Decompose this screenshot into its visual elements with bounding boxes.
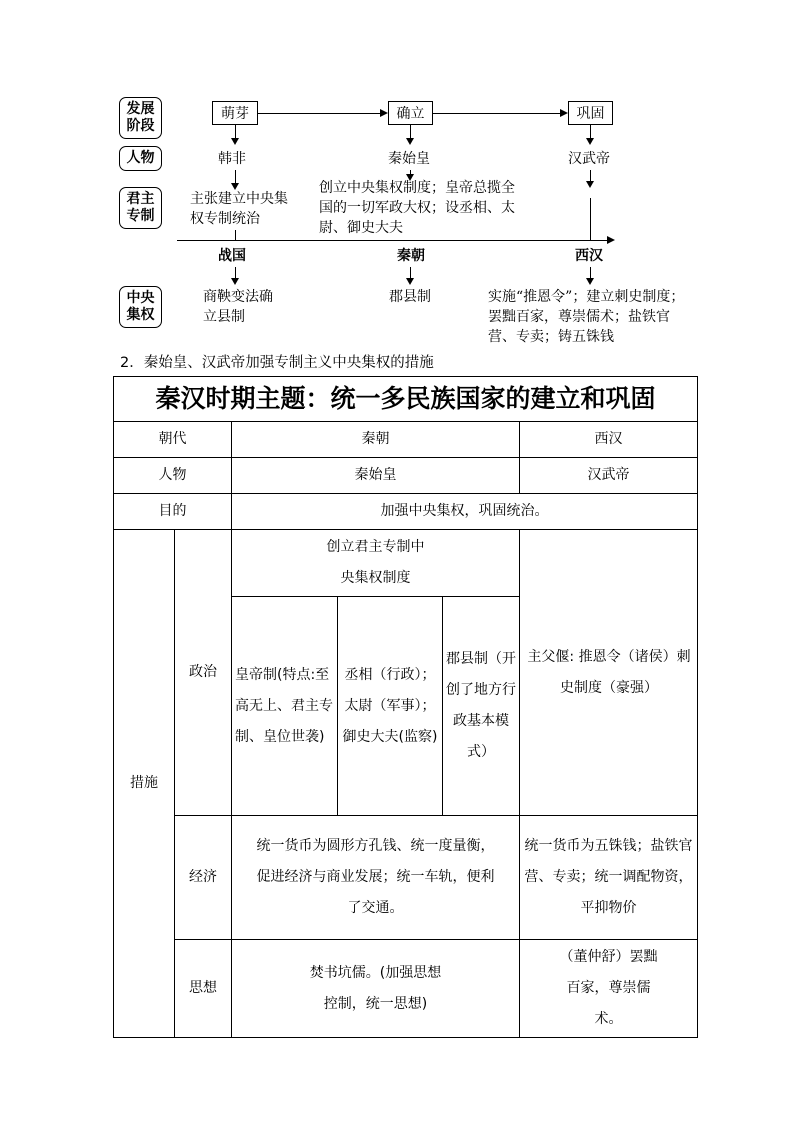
economy-label: 经济 bbox=[175, 816, 232, 940]
arrow-establish-consolidate bbox=[433, 113, 560, 114]
era-qin: 秦朝 bbox=[397, 248, 425, 264]
row-label-person: 人物 bbox=[119, 146, 162, 171]
arrowhead-icon bbox=[406, 278, 414, 285]
politics-qin-emperor: 皇帝制(特点:至高无上、君主专制、皇位世袭) bbox=[232, 597, 338, 816]
arrowhead-icon bbox=[231, 278, 239, 285]
politics-qin-header: 创立君主专制中央集权制度 bbox=[232, 530, 520, 597]
thought-han: （董仲舒）罢黜百家，尊崇儒术。 bbox=[520, 940, 698, 1038]
arrowhead-icon bbox=[586, 278, 594, 285]
arrowhead-icon bbox=[406, 138, 414, 145]
row-label-stage: 发展阶段 bbox=[119, 97, 162, 139]
dynasty-label: 朝代 bbox=[114, 422, 232, 458]
arrowhead-icon bbox=[560, 109, 568, 117]
row-label-centralization: 中央集权 bbox=[119, 286, 162, 328]
timeline-axis bbox=[177, 240, 607, 241]
arrow-down-stage2 bbox=[410, 125, 411, 139]
axis-arrowhead-icon bbox=[607, 236, 615, 244]
person-qinshihuang: 秦始皇 bbox=[388, 151, 430, 167]
person-han: 汉武帝 bbox=[520, 458, 698, 494]
thought-qin: 焚书坑儒。(加强思想控制，统一思想) bbox=[232, 940, 520, 1038]
stage-box-establish: 确立 bbox=[388, 101, 433, 125]
dynasty-qin: 秦朝 bbox=[232, 422, 520, 458]
arrowhead-icon bbox=[380, 109, 388, 117]
person-hanfei: 韩非 bbox=[218, 151, 246, 167]
section-title: 2．秦始皇、汉武帝加强专制主义中央集权的措施 bbox=[120, 355, 434, 371]
arrow-down-stage3 bbox=[590, 125, 591, 139]
goal-label: 目的 bbox=[114, 494, 232, 530]
arrowhead-icon bbox=[586, 138, 594, 145]
measures-label: 措施 bbox=[114, 530, 175, 1038]
era-warring-states: 战国 bbox=[218, 248, 246, 264]
person-qin: 秦始皇 bbox=[232, 458, 520, 494]
arrowhead-icon bbox=[231, 138, 239, 145]
era-western-han: 西汉 bbox=[575, 248, 603, 264]
thought-label: 思想 bbox=[175, 940, 232, 1038]
row-label-autocracy: 君主专制 bbox=[119, 187, 162, 229]
arrow-down-stage1 bbox=[235, 125, 236, 139]
central-han: 实施“推恩令”；建立刺史制度；罢黜百家，尊崇儒术；盐铁官营、专卖；铸五铢钱 bbox=[488, 289, 685, 345]
person-hanwudi: 汉武帝 bbox=[568, 151, 610, 167]
politics-qin-commandery: 郡县制（开创了地方行政基本模式） bbox=[443, 597, 520, 816]
arrow-down-person1 bbox=[235, 170, 236, 184]
arrow-sprout-establish bbox=[258, 113, 380, 114]
central-qin: 郡县制 bbox=[389, 289, 431, 305]
politics-label: 政治 bbox=[175, 530, 232, 816]
economy-han: 统一货币为五铢钱；盐铁官营、专卖；统一调配物资，平抑物价 bbox=[520, 816, 698, 940]
economy-qin: 统一货币为圆形方孔钱、统一度量衡，促进经济与商业发展；统一车轨，便利了交通。 bbox=[232, 816, 520, 940]
central-warring-states: 商鞅变法确立县制 bbox=[203, 289, 273, 325]
goal-value: 加强中央集权，巩固统治。 bbox=[232, 494, 698, 530]
politics-han: 主父偃: 推恩令（诸侯）刺史制度（豪强） bbox=[520, 530, 698, 816]
person-label: 人物 bbox=[114, 458, 232, 494]
stage-box-consolidate: 巩固 bbox=[568, 101, 613, 125]
arrowhead-icon bbox=[586, 181, 594, 188]
measures-table bbox=[113, 376, 698, 1038]
table-title: 秦汉时期主题：统一多民族国家的建立和巩固 bbox=[114, 377, 698, 422]
dynasty-han: 西汉 bbox=[520, 422, 698, 458]
stage-box-sprout: 萌芽 bbox=[212, 101, 258, 125]
autocracy-qin: 创立中央集权制度；皇帝总揽全国的一切军政大权；设丞相、太尉、御史大夫 bbox=[319, 180, 515, 236]
tick-line bbox=[590, 198, 591, 240]
tick-line bbox=[235, 230, 236, 240]
politics-qin-officials: 丞相（行政）；太尉（军事）；御史大夫(监察) bbox=[338, 597, 443, 816]
autocracy-hanfei: 主张建立中央集权专制统治 bbox=[190, 191, 288, 227]
